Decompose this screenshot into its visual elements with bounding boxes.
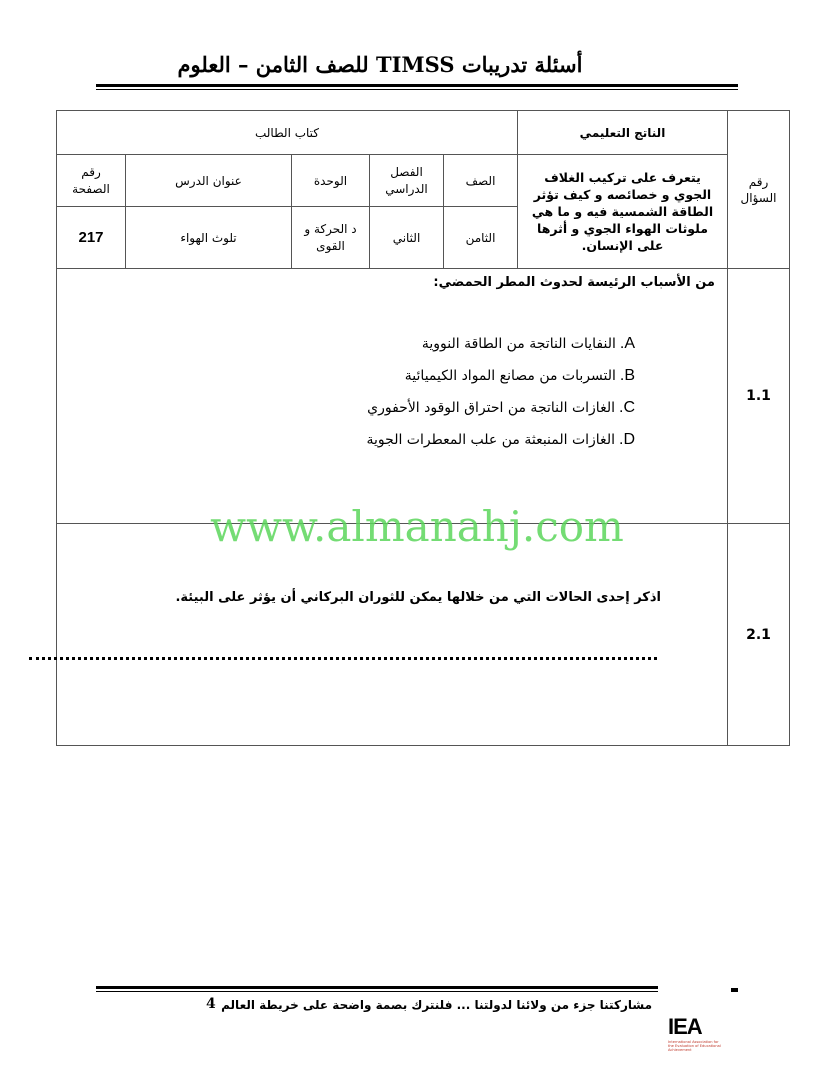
question-number-header-cell — [728, 111, 790, 269]
question-table — [56, 110, 790, 746]
option-letter: C. — [618, 399, 635, 416]
page-number: 4 — [206, 996, 216, 1012]
semester-value: الثاني — [392, 230, 421, 245]
lesson-title-value: تلوث الهواء — [180, 230, 237, 245]
unit-cell — [292, 207, 370, 269]
learning-outcome-text: يتعرف على تركيب الغلاف الجوي و خصائصه و كيف تؤثر الطاقة الشمسية فيه و ما هي ملوثات الهواء الجوي و أثرها على الإنسان. — [531, 170, 714, 253]
answer-option-d[interactable] — [367, 431, 635, 463]
grade-header: الصف — [465, 173, 496, 188]
watermark: www.almanahj.com — [210, 502, 624, 551]
page-number-value: 217 — [78, 229, 104, 246]
lesson-title-cell — [126, 207, 292, 269]
lesson-title-header: عنوان الدرس — [175, 173, 242, 188]
lesson-title-header-cell — [126, 155, 292, 207]
option-letter: D. — [618, 431, 635, 448]
option-letter: A. — [619, 335, 635, 352]
question-number: 1.1 — [746, 388, 771, 404]
option-letter: B. — [619, 367, 635, 384]
learning-outcome-header: الناتج التعليمي — [579, 125, 666, 140]
answer-line[interactable] — [29, 654, 657, 660]
option-text: الغازات المنبعثة من علب المعطرات الجوية — [366, 432, 615, 448]
learning-outcome-header-cell — [518, 111, 728, 155]
iea-logo-mark: IEA — [668, 1014, 702, 1039]
page-number-header: رقم الصفحة — [72, 164, 110, 196]
question-cell — [57, 269, 728, 524]
footer-divider-thin — [96, 991, 658, 992]
grade-cell — [444, 207, 518, 269]
option-text: الغازات الناتجة من احتراق الوقود الأحفوري — [367, 400, 615, 416]
option-text: التسربات من مصانع المواد الكيميائية — [404, 368, 616, 384]
option-text: النفايات الناتجة من الطاقة النووية — [421, 336, 616, 352]
question-number-cell — [728, 524, 790, 746]
footer-motto: مشاركتنا جزء من ولائنا لدولتنا ... فلنترك بصمة واضحة على خريطة العالم — [221, 998, 652, 1012]
footer-marker — [731, 988, 738, 992]
unit-header: الوحدة — [313, 173, 348, 188]
page-number-cell — [57, 207, 126, 269]
footer-divider — [96, 986, 658, 989]
semester-header-cell — [370, 155, 444, 207]
grade-value: الثامن — [465, 230, 496, 245]
semester-header: الفصل الدراسي — [385, 164, 428, 196]
unit-value: د الحركة و القوى — [304, 221, 357, 253]
iea-logo-caption: International Association for the Evaluation of Educational Achievement — [668, 1040, 721, 1052]
answer-option-c[interactable] — [367, 399, 635, 431]
semester-cell — [370, 207, 444, 269]
answer-option-a[interactable] — [367, 335, 635, 367]
question-number-cell — [728, 269, 790, 524]
unit-header-cell — [292, 155, 370, 207]
iea-logo — [668, 1014, 728, 1066]
grade-header-cell — [444, 155, 518, 207]
question-cell — [57, 524, 728, 746]
answer-options — [367, 335, 635, 463]
header-divider — [96, 84, 738, 87]
learning-outcome-cell — [518, 155, 728, 269]
student-book-header: كتاب الطالب — [254, 125, 320, 140]
page-title: أسئلة تدريبات TIMSS للصف الثامن – العلوم — [177, 52, 583, 77]
page-number-header-cell — [57, 155, 126, 207]
student-book-header-cell — [57, 111, 518, 155]
header-divider-thin — [96, 89, 738, 90]
question-number-header: رقم السؤال — [740, 174, 777, 205]
question-stem: اذكر إحدى الحالات التي من خلالها يمكن للثوران البركاني أن يؤثر على البيئة. — [175, 590, 661, 605]
answer-option-b[interactable] — [367, 367, 635, 399]
question-number: 2.1 — [746, 626, 771, 643]
question-stem: من الأسباب الرئيسة لحدوث المطر الحمضي: — [433, 275, 715, 290]
